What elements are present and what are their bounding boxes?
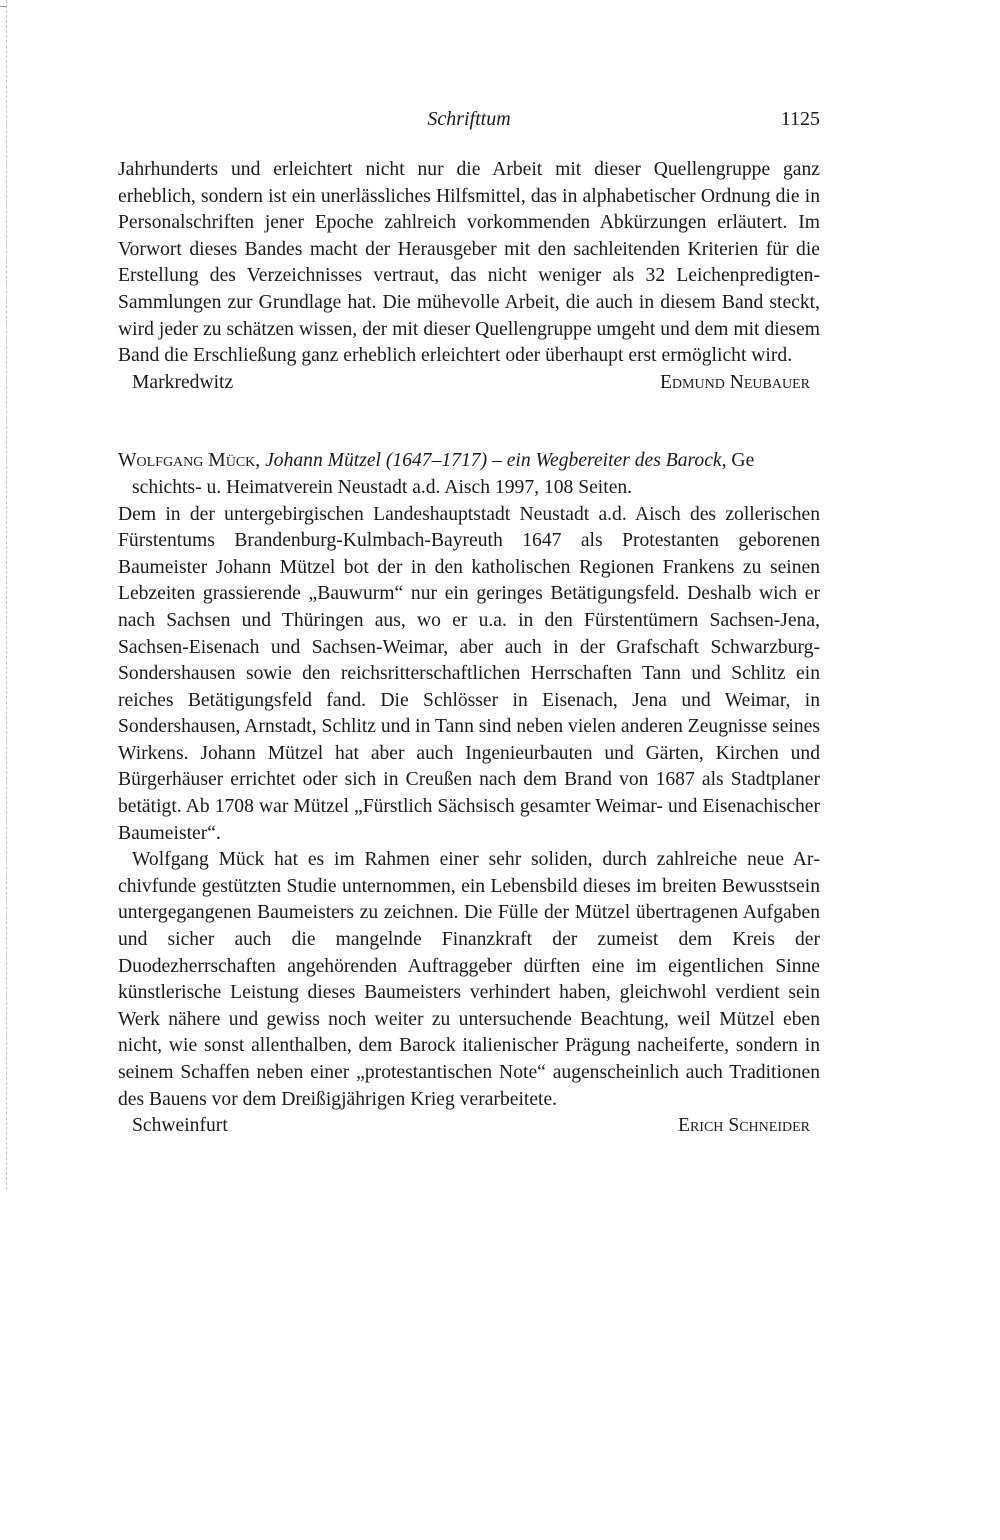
book-citation (118, 448, 820, 475)
book-publisher-start: Ge (731, 450, 755, 472)
signature-place: Markredwitz (132, 371, 234, 393)
review-paragraph: Jahrhunderts und erleichtert nicht nur die Arbeit mit dieser Quellengruppe ganz erheblich, sondern ist ein unerlässliches Hilfsmittel, das in alphabetischer Ordnung die in Personalschriften jener Epoche zahlreich vorkommenden Abkürzungen erläutert. Im Vorwort dieses Bandes macht der Herausgeber mit den sachleitenden Kriterien für die Erstellung des Verzeichnisses vertraut, das nicht weniger als 32 Leichenpredigten-Sammlungen zur Grundlage hat. Die mühevolle Arbeit, die auch in diesem Band steckt, wird jeder zu schätzen wissen, der mit dieser Quellengruppe umgeht und dem mit diesem Band die Erschließung ganz erheblich erleichtert oder überhaupt erst ermöglicht wird. (118, 159, 820, 367)
review-entry (118, 448, 820, 1139)
page-header (118, 104, 820, 134)
signature-reviewer: Erich Schneider (678, 1115, 810, 1137)
signature-reviewer: Edmund Neubauer (659, 371, 810, 393)
running-title: Schrifttum (427, 108, 511, 130)
scan-edge-line (6, 0, 7, 1190)
book-publisher: schichts- u. Heimatverein Neustadt a.d. Aisch 1997, 108 Seiten. (132, 476, 633, 498)
review-paragraph-2: Wolfgang Mück hat es im Rahmen einer sehr soliden, durch zahlreiche neue Archivfunde gestützten Studie unternommen, ein Lebensbild dieses im breiten Bewusstsein untergegangenen Baumeisters zu zeichnen. Die Fülle der Mützel übertragenen Aufgaben und sicher auch die mangelnde Finanzkraft der zumeist dem Kreis der Duodezherrschaften angehörenden Auftraggeber dürften eine im eigentlichen Sinne künstlerische Leistung dieses Baumeisters verhindert haben, gleichwohl verdient sein Werk nähere und gewiss noch weiter zu untersuchende Beachtung, weil Mützel eben nicht, wie sonst allenthalben, dem Barock italienischer Prägung nacheiferte, sondern in seinem Schaffen neben einer „protestantischen Note“ augenscheinlich auch Traditionen des Bauens vor dem Dreißigjährigen Krieg verarbeitete. (118, 849, 820, 1110)
signature-place: Schweinfurt (132, 1115, 228, 1137)
review-signature (118, 370, 820, 397)
page-number: 1125 (780, 108, 820, 130)
review-signature (118, 1113, 820, 1140)
review-continuation (118, 157, 820, 396)
book-author: Wolfgang Mück, (118, 450, 261, 472)
review-paragraph-1: Dem in der untergebirgischen Landeshauptstadt Neustadt a.d. Aisch des zollerischen Fürstentums Brandenburg-Kulmbach-Bayreuth 1647 als Protestanten geborenen Baumeister Johann Mützel bot der in den katholischen Regionen Frankens zu seinen Lebzeiten grassierende „Bauwurm“ nur ein geringes Betätigungsfeld. Deshalb wich er nach Sachsen und Thüringen aus, wo er u.a. in den Fürstentümern Sachsen-Jena, Sachsen-Eisenach und Sachsen-Weimar, aber auch in der Grafschaft Schwarzburg-Sondershausen sowie den reichsritterschaftlichen Herrschaften Tann und Schlitz ein reiches Betätigungsfeld fand. Die Schlösser in Eisenach, Jena und Weimar, in Sondershausen, Arnstadt, Schlitz und in Tann sind neben vielen anderen Zeugnisse seines Wirkens. Johann Mützel hat aber auch Ingenieurbauten und Gärten, Kirchen und Bürgerhäuser errichtet oder sich in Creußen nach dem Brand von 1687 als Stadtplaner betätigt. Ab 1708 war Mützel „Fürstlich Sächsisch gesamter Weimar- und Eisenachischer Baumeister“. (118, 503, 820, 844)
page-content (118, 157, 820, 1140)
book-title: Johann Mützel (1647–1717) – ein Wegbereiter des Barock, (265, 450, 727, 472)
